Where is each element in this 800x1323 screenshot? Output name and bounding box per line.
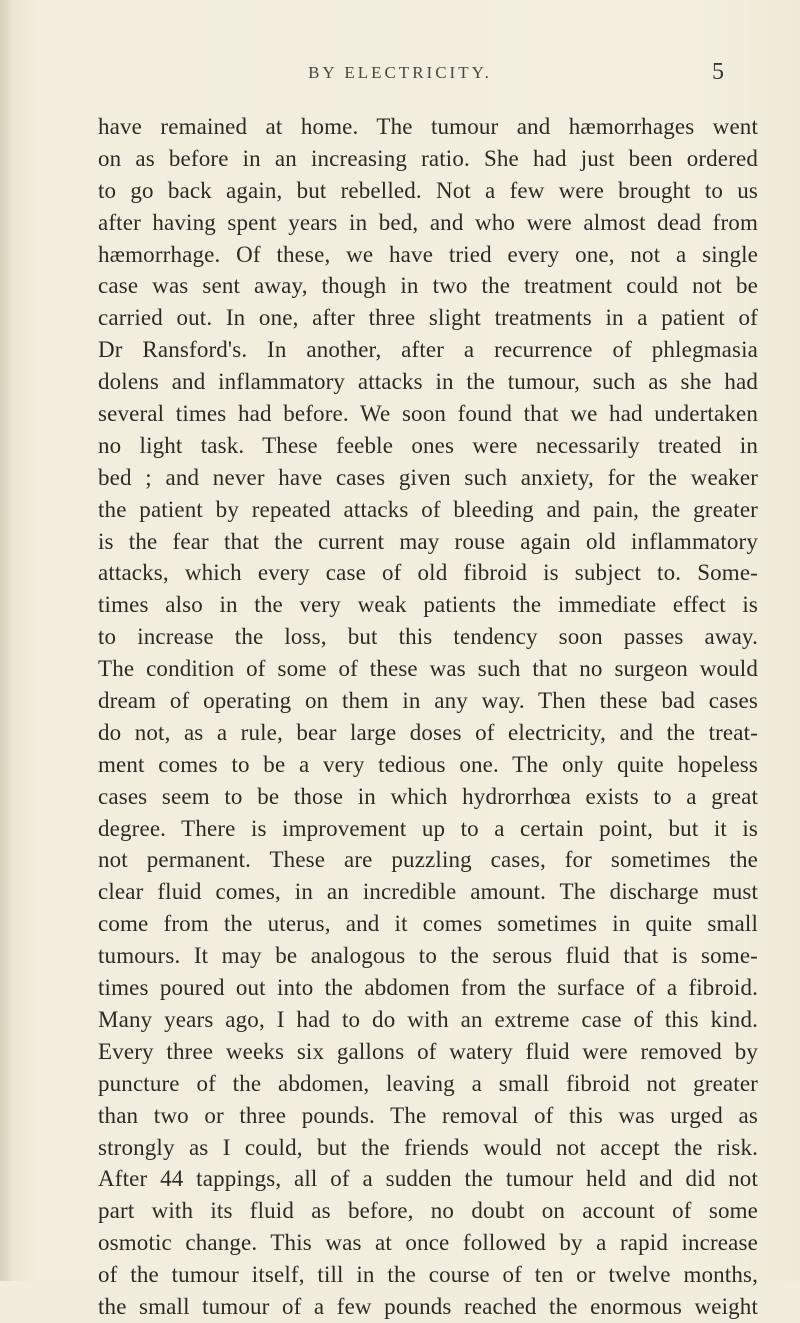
text-line: is the fear that the current may rouse again old inflammatory [98, 528, 758, 554]
text-line: hæmorrhage. Of these, we have tried every one, not a single [98, 241, 758, 267]
binding-shadow [0, 0, 14, 1281]
text-line: have remained at home. The tumour and hæmorrhages went [98, 114, 758, 139]
text-line: cases seem to be those in which hydrorrhœa exists to a great [98, 783, 758, 809]
text-line: attacks, which every case of old fibroid is subject to. Some- [98, 560, 758, 586]
text-line: times also in the very weak patients the immediate effect is [98, 592, 758, 618]
text-line: several times had before. We soon found that we had undertaken [98, 401, 758, 427]
text-line: Every three weeks six gallons of watery fluid were removed by [98, 1038, 758, 1064]
text-line: clear fluid comes, in an incredible amount. The discharge must [98, 879, 758, 905]
body-text [98, 111, 758, 1323]
text-line: dream of operating on them in any way. Then these bad cases [98, 688, 758, 714]
text-line: case was sent away, though in two the treatment could not be [98, 273, 758, 299]
text-line: osmotic change. This was at once followed by a rapid increase [98, 1230, 758, 1256]
text-line: puncture of the abdomen, leaving a small fibroid not greater [98, 1070, 758, 1096]
text-line: times poured out into the abdomen from the surface of a fibroid. [98, 975, 758, 1001]
text-line: carried out. In one, after three slight treatments in a patient of [98, 305, 758, 331]
text-line: Dr Ransford's. In another, after a recurrence of phlegmasia [98, 337, 758, 363]
text-line: Many years ago, I had to do with an extreme case of this kind. [98, 1006, 758, 1032]
text-line: strongly as I could, but the friends would not accept the risk. [98, 1134, 758, 1160]
text-line: not permanent. These are puzzling cases, for sometimes the [98, 847, 758, 873]
text-line: to increase the loss, but this tendency soon passes away. [98, 624, 758, 650]
running-title: BY ELECTRICITY. [308, 63, 492, 82]
text-line: than two or three pounds. The removal of this was urged as [98, 1102, 758, 1128]
text-line: bed ; and never have cases given such anxiety, for the weaker [98, 464, 758, 490]
page-number: 5 [712, 59, 724, 85]
text-line: to go back again, but rebelled. Not a few were brought to us [98, 177, 758, 203]
text-line: of the tumour itself, till in the course of ten or twelve months, [98, 1262, 758, 1288]
running-head [0, 59, 800, 93]
text-line: after having spent years in bed, and who were almost dead from [98, 209, 758, 235]
text-line: on as before in an increasing ratio. She had just been ordered [98, 145, 758, 171]
text-line: The condition of some of these was such that no surgeon would [98, 656, 758, 682]
text-line: ment comes to be a very tedious one. The only quite hopeless [98, 751, 758, 777]
text-line: do not, as a rule, bear large doses of electricity, and the treat- [98, 719, 758, 745]
text-line: tumours. It may be analogous to the serous fluid that is some- [98, 943, 758, 969]
text-line: degree. There is improvement up to a certain point, but it is [98, 815, 758, 841]
text-line: the small tumour of a few pounds reached the enormous weight [98, 1293, 758, 1319]
text-line: After 44 tappings, all of a sudden the tumour held and did not [98, 1166, 758, 1192]
text-line: part with its fluid as before, no doubt on account of some [98, 1198, 758, 1224]
text-line: no light task. These feeble ones were necessarily treated in [98, 432, 758, 458]
text-line: the patient by repeated attacks of bleeding and pain, the greater [98, 496, 758, 522]
text-line: come from the uterus, and it comes sometimes in quite small [98, 911, 758, 937]
text-line: dolens and inflammatory attacks in the tumour, such as she had [98, 369, 758, 395]
